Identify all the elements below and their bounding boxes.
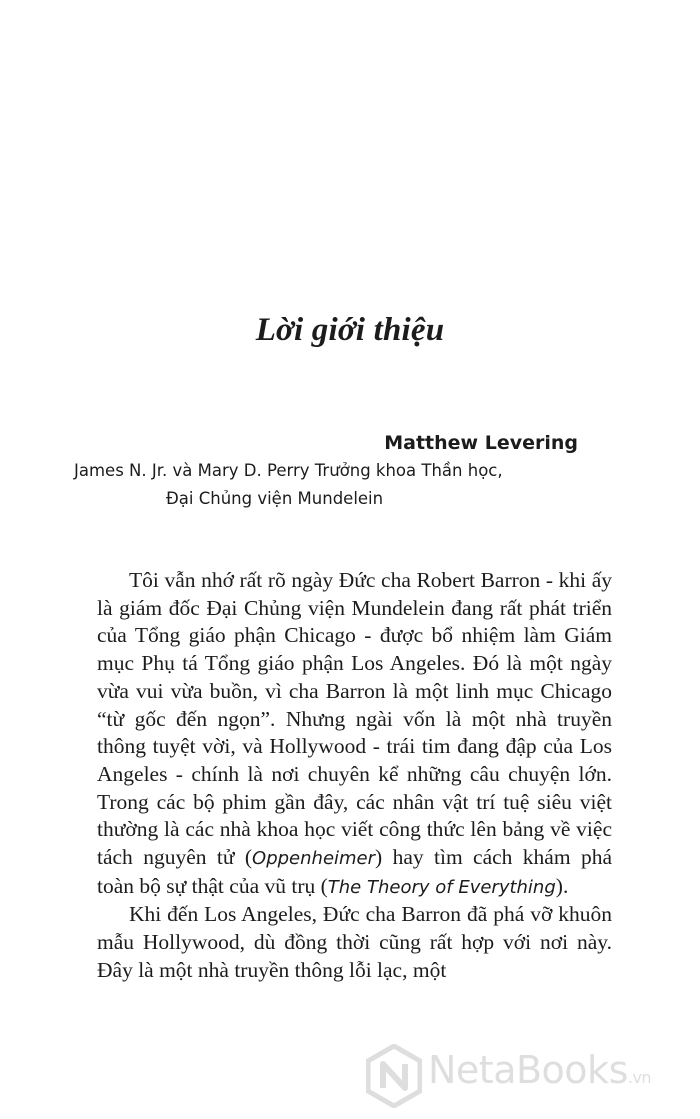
film-title-oppenheimer: Oppenheimer bbox=[252, 848, 376, 870]
paragraph-2: Khi đến Los Angeles, Đức cha Barron đã phá vỡ khuôn mẫu Hollywood, dù đồng thời cũng rất hợp với nơi này. Đây là một nhà truyền thông lỗi lạc, một bbox=[97, 902, 612, 982]
paragraph-1-part-1: Tôi vẫn nhớ rất rõ ngày Đức cha Robert Barron - khi ấy là giám đốc Đại Chủng viện Mundelein đang rất phát triển của Tổng giáo phận Chicago - được bổ nhiệm làm Giám mục Phụ tá Tổng giáo phận Los Angeles. Đó là một ngày vừa vui vừa buồn, vì cha Barron là một linh mục Chicago “từ gốc đến ngọn”. Nhưng ngài vốn là một nhà truyền thông tuyệt vời, và Hollywood - trái tim đang đập của Los Angeles - chính là nơi chuyên kể những câu chuyện lớn. Trong các bộ phim gần đây, các nhân vật trí tuệ siêu việt thường là các nhà khoa học viết công thức lên bảng về việc tách nguyên tử ( bbox=[97, 568, 612, 870]
byline bbox=[74, 429, 582, 513]
paragraph-1 bbox=[97, 567, 612, 901]
watermark-brand: NetaBooks bbox=[428, 1048, 628, 1092]
watermark-text bbox=[428, 1048, 651, 1092]
chapter-title: Lời giới thiệu bbox=[255, 312, 445, 348]
author-affiliation-line1: James N. Jr. và Mary D. Perry Trưởng khoa Thần học, bbox=[74, 461, 503, 480]
paragraph-1-part-2: ) hay tìm cách khám phá toàn bộ sự thật của vũ trụ ( bbox=[97, 845, 612, 898]
author-affiliation-line2: Đại Chủng viện Mundelein bbox=[166, 489, 384, 508]
paragraph-1-part-3: ). bbox=[555, 873, 569, 898]
body-text bbox=[97, 567, 612, 985]
watermark-suffix: .vn bbox=[627, 1068, 652, 1087]
netabooks-logo-icon bbox=[366, 1044, 422, 1108]
film-title-theory-of-everything: The Theory of Everything bbox=[327, 876, 556, 898]
watermark bbox=[366, 1042, 700, 1114]
author-name: Matthew Levering bbox=[384, 432, 578, 454]
